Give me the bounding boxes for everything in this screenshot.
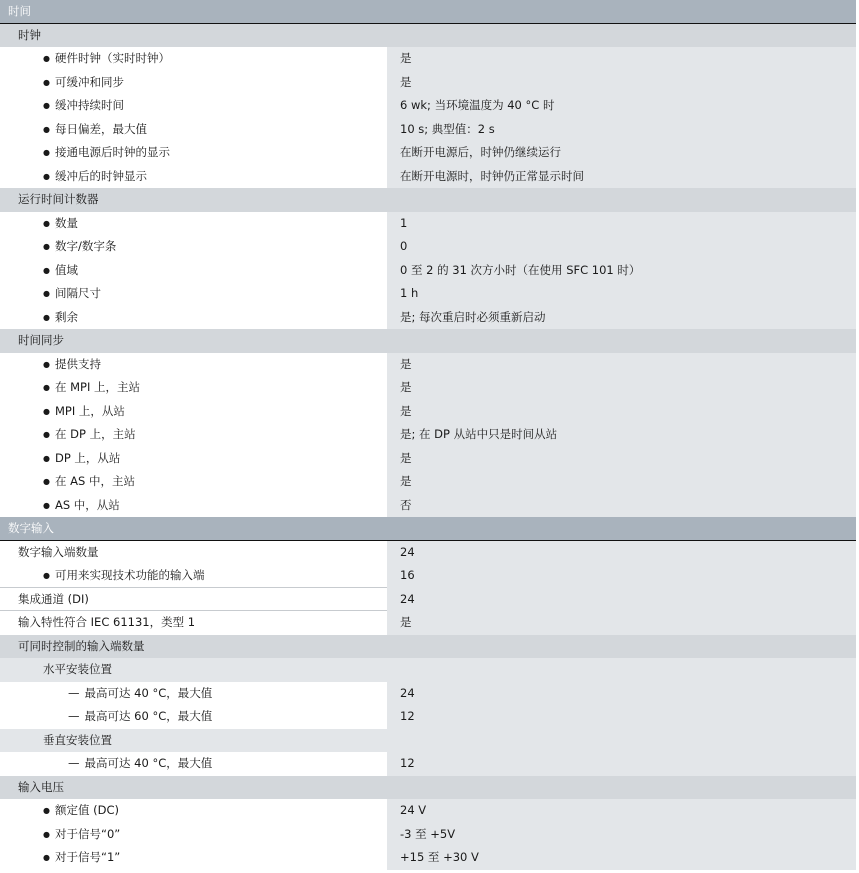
spec-label: 数量	[54, 215, 78, 230]
spec-label: 对于信号“0”	[54, 826, 121, 841]
spec-row	[0, 470, 856, 494]
spec-label-cell	[0, 682, 387, 706]
spec-value: 12	[387, 752, 856, 776]
spec-value: 是	[387, 71, 856, 95]
spec-value: 是	[387, 47, 856, 71]
spec-row	[0, 423, 856, 447]
dash-icon	[68, 709, 85, 723]
spec-value: 是	[387, 611, 856, 635]
spec-value: 是	[387, 470, 856, 494]
spec-value: 是	[387, 353, 856, 377]
spec-label: 数字/数字条	[54, 239, 117, 253]
spec-label: 剩余	[54, 309, 78, 324]
spec-label: 在 AS 中，主站	[54, 474, 135, 488]
bullet-icon	[43, 474, 55, 488]
bullet-icon	[43, 357, 55, 371]
spec-label: DP 上，从站	[54, 450, 121, 465]
spec-row	[0, 306, 856, 330]
spec-row	[0, 71, 856, 95]
spec-value: 0 至 2 的 31 次方小时（在使用 SFC 101 时）	[387, 259, 856, 283]
spec-row	[0, 564, 856, 588]
group-label: 垂直安装位置	[0, 729, 387, 753]
spec-value: 10 s; 典型值：2 s	[387, 118, 856, 142]
spec-row	[0, 282, 856, 306]
spec-label: 缓冲后的时钟显示	[54, 168, 147, 183]
spec-row	[0, 799, 856, 823]
spec-value: 16	[387, 564, 856, 588]
dash-icon	[68, 686, 85, 700]
spec-label: 缓冲持续时间	[54, 98, 124, 112]
spec-row	[0, 400, 856, 424]
spec-value: -3 至 +5V	[387, 823, 856, 847]
spec-row	[0, 235, 856, 259]
spec-label: 额定值 (DC)	[54, 803, 119, 817]
spec-label: 最高可达 60 °C，最大值	[84, 709, 213, 723]
bullet-icon	[43, 404, 55, 418]
bullet-icon	[43, 310, 55, 324]
bullet-icon	[43, 286, 55, 300]
spec-label-cell	[0, 400, 387, 424]
subsection-header: 输入电压	[0, 776, 856, 800]
spec-value: 在断开电源时，时钟仍正常显示时间	[387, 165, 856, 189]
spec-label-cell	[0, 282, 387, 306]
spec-value: 6 wk; 当环境温度为 40 °C 时	[387, 94, 856, 118]
group-label: 水平安装位置	[0, 658, 387, 682]
spec-label-cell	[0, 541, 387, 565]
spec-label: 间隔尺寸	[54, 286, 101, 300]
spec-label-cell	[0, 259, 387, 283]
spec-label: 接通电源后时钟的显示	[54, 145, 170, 159]
spec-row	[0, 823, 856, 847]
spec-row	[0, 611, 856, 635]
spec-value: 1 h	[387, 282, 856, 306]
dash-icon	[68, 756, 85, 770]
spec-label: 提供支持	[54, 356, 101, 371]
spec-row	[0, 588, 856, 612]
bullet-icon	[43, 380, 55, 394]
spec-label: 值域	[54, 262, 78, 277]
spec-label-cell	[0, 823, 387, 847]
spec-row	[0, 259, 856, 283]
spec-value: 是; 在 DP 从站中只是时间从站	[387, 423, 856, 447]
spec-row	[0, 705, 856, 729]
spec-label-cell	[0, 564, 387, 588]
spec-row	[0, 94, 856, 118]
spec-label: 可缓冲和同步	[54, 74, 124, 89]
subsection-header: 时间同步	[0, 329, 856, 353]
spec-value: 24	[387, 682, 856, 706]
spec-row	[0, 541, 856, 565]
spec-label: 每日偏差，最大值	[54, 121, 147, 136]
spec-row	[0, 682, 856, 706]
spec-label-cell	[0, 447, 387, 471]
bullet-icon	[43, 803, 55, 817]
spec-label-cell	[0, 118, 387, 142]
group-header	[0, 658, 856, 682]
spec-value: 是	[387, 400, 856, 424]
spec-value: 1	[387, 212, 856, 236]
spec-value: 24	[387, 588, 856, 612]
spec-row	[0, 353, 856, 377]
spec-label: 在 MPI 上，主站	[54, 380, 141, 394]
bullet-icon	[43, 451, 55, 465]
spec-label: MPI 上，从站	[54, 403, 125, 418]
spec-label: 集成通道 (DI)	[18, 591, 89, 606]
spec-label-cell	[0, 705, 387, 729]
bullet-icon	[43, 51, 55, 65]
spec-label-cell	[0, 494, 387, 518]
spec-value: 是	[387, 447, 856, 471]
spec-value: 24 V	[387, 799, 856, 823]
spec-label-cell	[0, 376, 387, 400]
spec-label-cell	[0, 47, 387, 71]
bullet-icon	[43, 850, 55, 864]
spec-value: 是	[387, 376, 856, 400]
bullet-icon	[43, 568, 55, 582]
section-header: 时间	[0, 0, 856, 24]
spec-value: 0	[387, 235, 856, 259]
spec-label-cell	[0, 165, 387, 189]
spec-row	[0, 752, 856, 776]
bullet-icon	[43, 216, 55, 230]
bullet-icon	[43, 263, 55, 277]
spec-row	[0, 447, 856, 471]
subsection-header: 时钟	[0, 24, 856, 48]
spec-label-cell	[0, 94, 387, 118]
spec-label-cell	[0, 71, 387, 95]
spec-value: +15 至 +30 V	[387, 846, 856, 870]
spec-label: 在 DP 上，主站	[54, 427, 136, 441]
spec-label: 最高可达 40 °C，最大值	[84, 756, 213, 770]
bullet-icon	[43, 427, 55, 441]
spec-row	[0, 118, 856, 142]
spec-label-cell	[0, 235, 387, 259]
bullet-icon	[43, 145, 55, 159]
spec-value: 是; 每次重启时必须重新启动	[387, 306, 856, 330]
subsection-header: 运行时间计数器	[0, 188, 856, 212]
spec-row	[0, 47, 856, 71]
spec-value: 12	[387, 705, 856, 729]
bullet-icon	[43, 75, 55, 89]
spec-label: 硬件时钟（实时时钟）	[54, 51, 170, 65]
spec-label-cell	[0, 752, 387, 776]
spec-label: 可用来实现技术功能的输入端	[54, 568, 205, 582]
spec-label-cell	[0, 423, 387, 447]
spec-value: 在断开电源后，时钟仍继续运行	[387, 141, 856, 165]
section-header: 数字输入	[0, 517, 856, 541]
bullet-icon	[43, 122, 55, 136]
spec-label-cell	[0, 588, 387, 612]
spec-label: 最高可达 40 °C，最大值	[84, 685, 213, 700]
bullet-icon	[43, 169, 55, 183]
spec-row	[0, 494, 856, 518]
spec-row	[0, 141, 856, 165]
bullet-icon	[43, 98, 55, 112]
spec-label: 对于信号“1”	[54, 850, 121, 864]
spec-label-cell	[0, 353, 387, 377]
spec-row	[0, 846, 856, 870]
spec-label-cell	[0, 212, 387, 236]
bullet-icon	[43, 827, 55, 841]
spec-label: 数字输入端数量	[18, 544, 99, 559]
spec-label-cell	[0, 141, 387, 165]
spec-row	[0, 165, 856, 189]
subsection-header: 可同时控制的输入端数量	[0, 635, 856, 659]
bullet-icon	[43, 239, 55, 253]
bullet-icon	[43, 498, 55, 512]
spec-value: 24	[387, 541, 856, 565]
spec-label: AS 中，从站	[54, 497, 120, 512]
spec-row	[0, 376, 856, 400]
group-value-cell	[387, 729, 856, 753]
spec-label-cell	[0, 611, 387, 635]
spec-row	[0, 212, 856, 236]
spec-label-cell	[0, 799, 387, 823]
spec-label: 输入特性符合 IEC 61131，类型 1	[18, 615, 196, 629]
group-header	[0, 729, 856, 753]
spec-label-cell	[0, 846, 387, 870]
spec-label-cell	[0, 470, 387, 494]
spec-value: 否	[387, 494, 856, 518]
spec-label-cell	[0, 306, 387, 330]
group-value-cell	[387, 658, 856, 682]
